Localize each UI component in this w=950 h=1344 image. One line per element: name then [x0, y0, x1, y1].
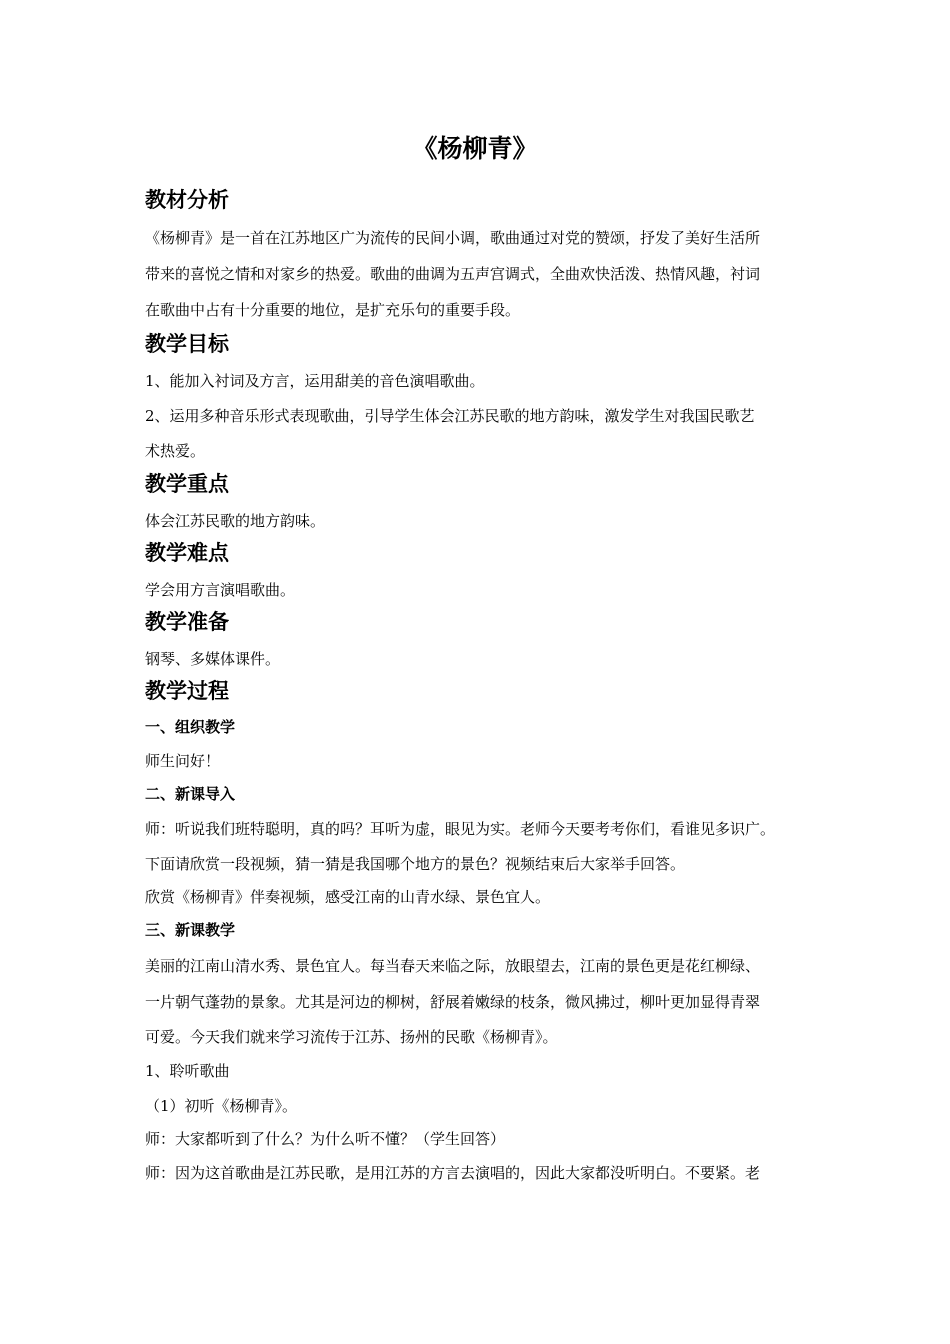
goals-line-3: 术热爱。: [145, 442, 206, 460]
step3-line-7: 师：因为这首歌曲是江苏民歌，是用江苏的方言去演唱的，因此大家都没听明白。不要紧。老: [145, 1164, 761, 1182]
step3-line-5: （1）初听《杨柳青》。: [145, 1097, 298, 1115]
difficulty-line-1: 学会用方言演唱歌曲。: [145, 581, 296, 599]
heading-difficulty: 教学难点: [145, 540, 229, 565]
step2-line-2: 下面请欣赏一段视频，猜一猜是我国哪个地方的景色？视频结束后大家举手回答。: [145, 855, 686, 873]
goals-line-2: 2、运用多种音乐形式表现歌曲，引导学生体会江苏民歌的地方韵味，激发学生对我国民歌艺: [145, 407, 755, 425]
document-title: 《杨柳青》: [412, 134, 538, 163]
step3-line-1: 美丽的江南山清水秀、景色宜人。每当春天来临之际，放眼望去，江南的景色更是花红柳绿、: [145, 957, 761, 975]
step3-line-2: 一片朝气蓬勃的景象。尤其是河边的柳树，舒展着嫩绿的枝条，微风拂过，柳叶更加显得青翠: [145, 993, 761, 1011]
goals-line-1: 1、能加入衬词及方言，运用甜美的音色演唱歌曲。: [145, 372, 485, 390]
analysis-line-2: 带来的喜悦之情和对家乡的热爱。歌曲的曲调为五声宫调式，全曲欢快活泼、热情风趣，衬词: [145, 265, 761, 283]
heading-analysis: 教材分析: [145, 187, 229, 212]
step1-line-1: 师生问好！: [145, 752, 221, 770]
heading-step3: 三、新课教学: [145, 921, 236, 939]
analysis-line-1: 《杨柳青》是一首在江苏地区广为流传的民间小调，歌曲通过对党的赞颂，抒发了美好生活所: [145, 229, 761, 247]
heading-prep: 教学准备: [145, 609, 229, 634]
keypoint-line-1: 体会江苏民歌的地方韵味。: [145, 512, 326, 530]
analysis-line-3: 在歌曲中占有十分重要的地位，是扩充乐句的重要手段。: [145, 301, 521, 319]
step3-line-4: 1、聆听歌曲: [145, 1062, 230, 1080]
prep-line-1: 钢琴、多媒体课件。: [145, 650, 281, 668]
step3-line-3: 可爱。今天我们就来学习流传于江苏、扬州的民歌《杨柳青》。: [145, 1028, 558, 1046]
step2-line-1: 师：听说我们班特聪明，真的吗？耳听为虚，眼见为实。老师今天要考考你们，看谁见多识广。: [145, 820, 776, 838]
heading-step1: 一、组织教学: [145, 718, 236, 736]
step3-line-6: 师：大家都听到了什么？为什么听不懂？（学生回答）: [145, 1130, 506, 1148]
heading-process: 教学过程: [145, 678, 229, 703]
heading-goals: 教学目标: [145, 331, 229, 356]
step2-line-3: 欣赏《杨柳青》伴奏视频，感受江南的山青水绿、景色宜人。: [145, 888, 551, 906]
heading-keypoint: 教学重点: [145, 471, 229, 496]
heading-step2: 二、新课导入: [145, 785, 236, 803]
